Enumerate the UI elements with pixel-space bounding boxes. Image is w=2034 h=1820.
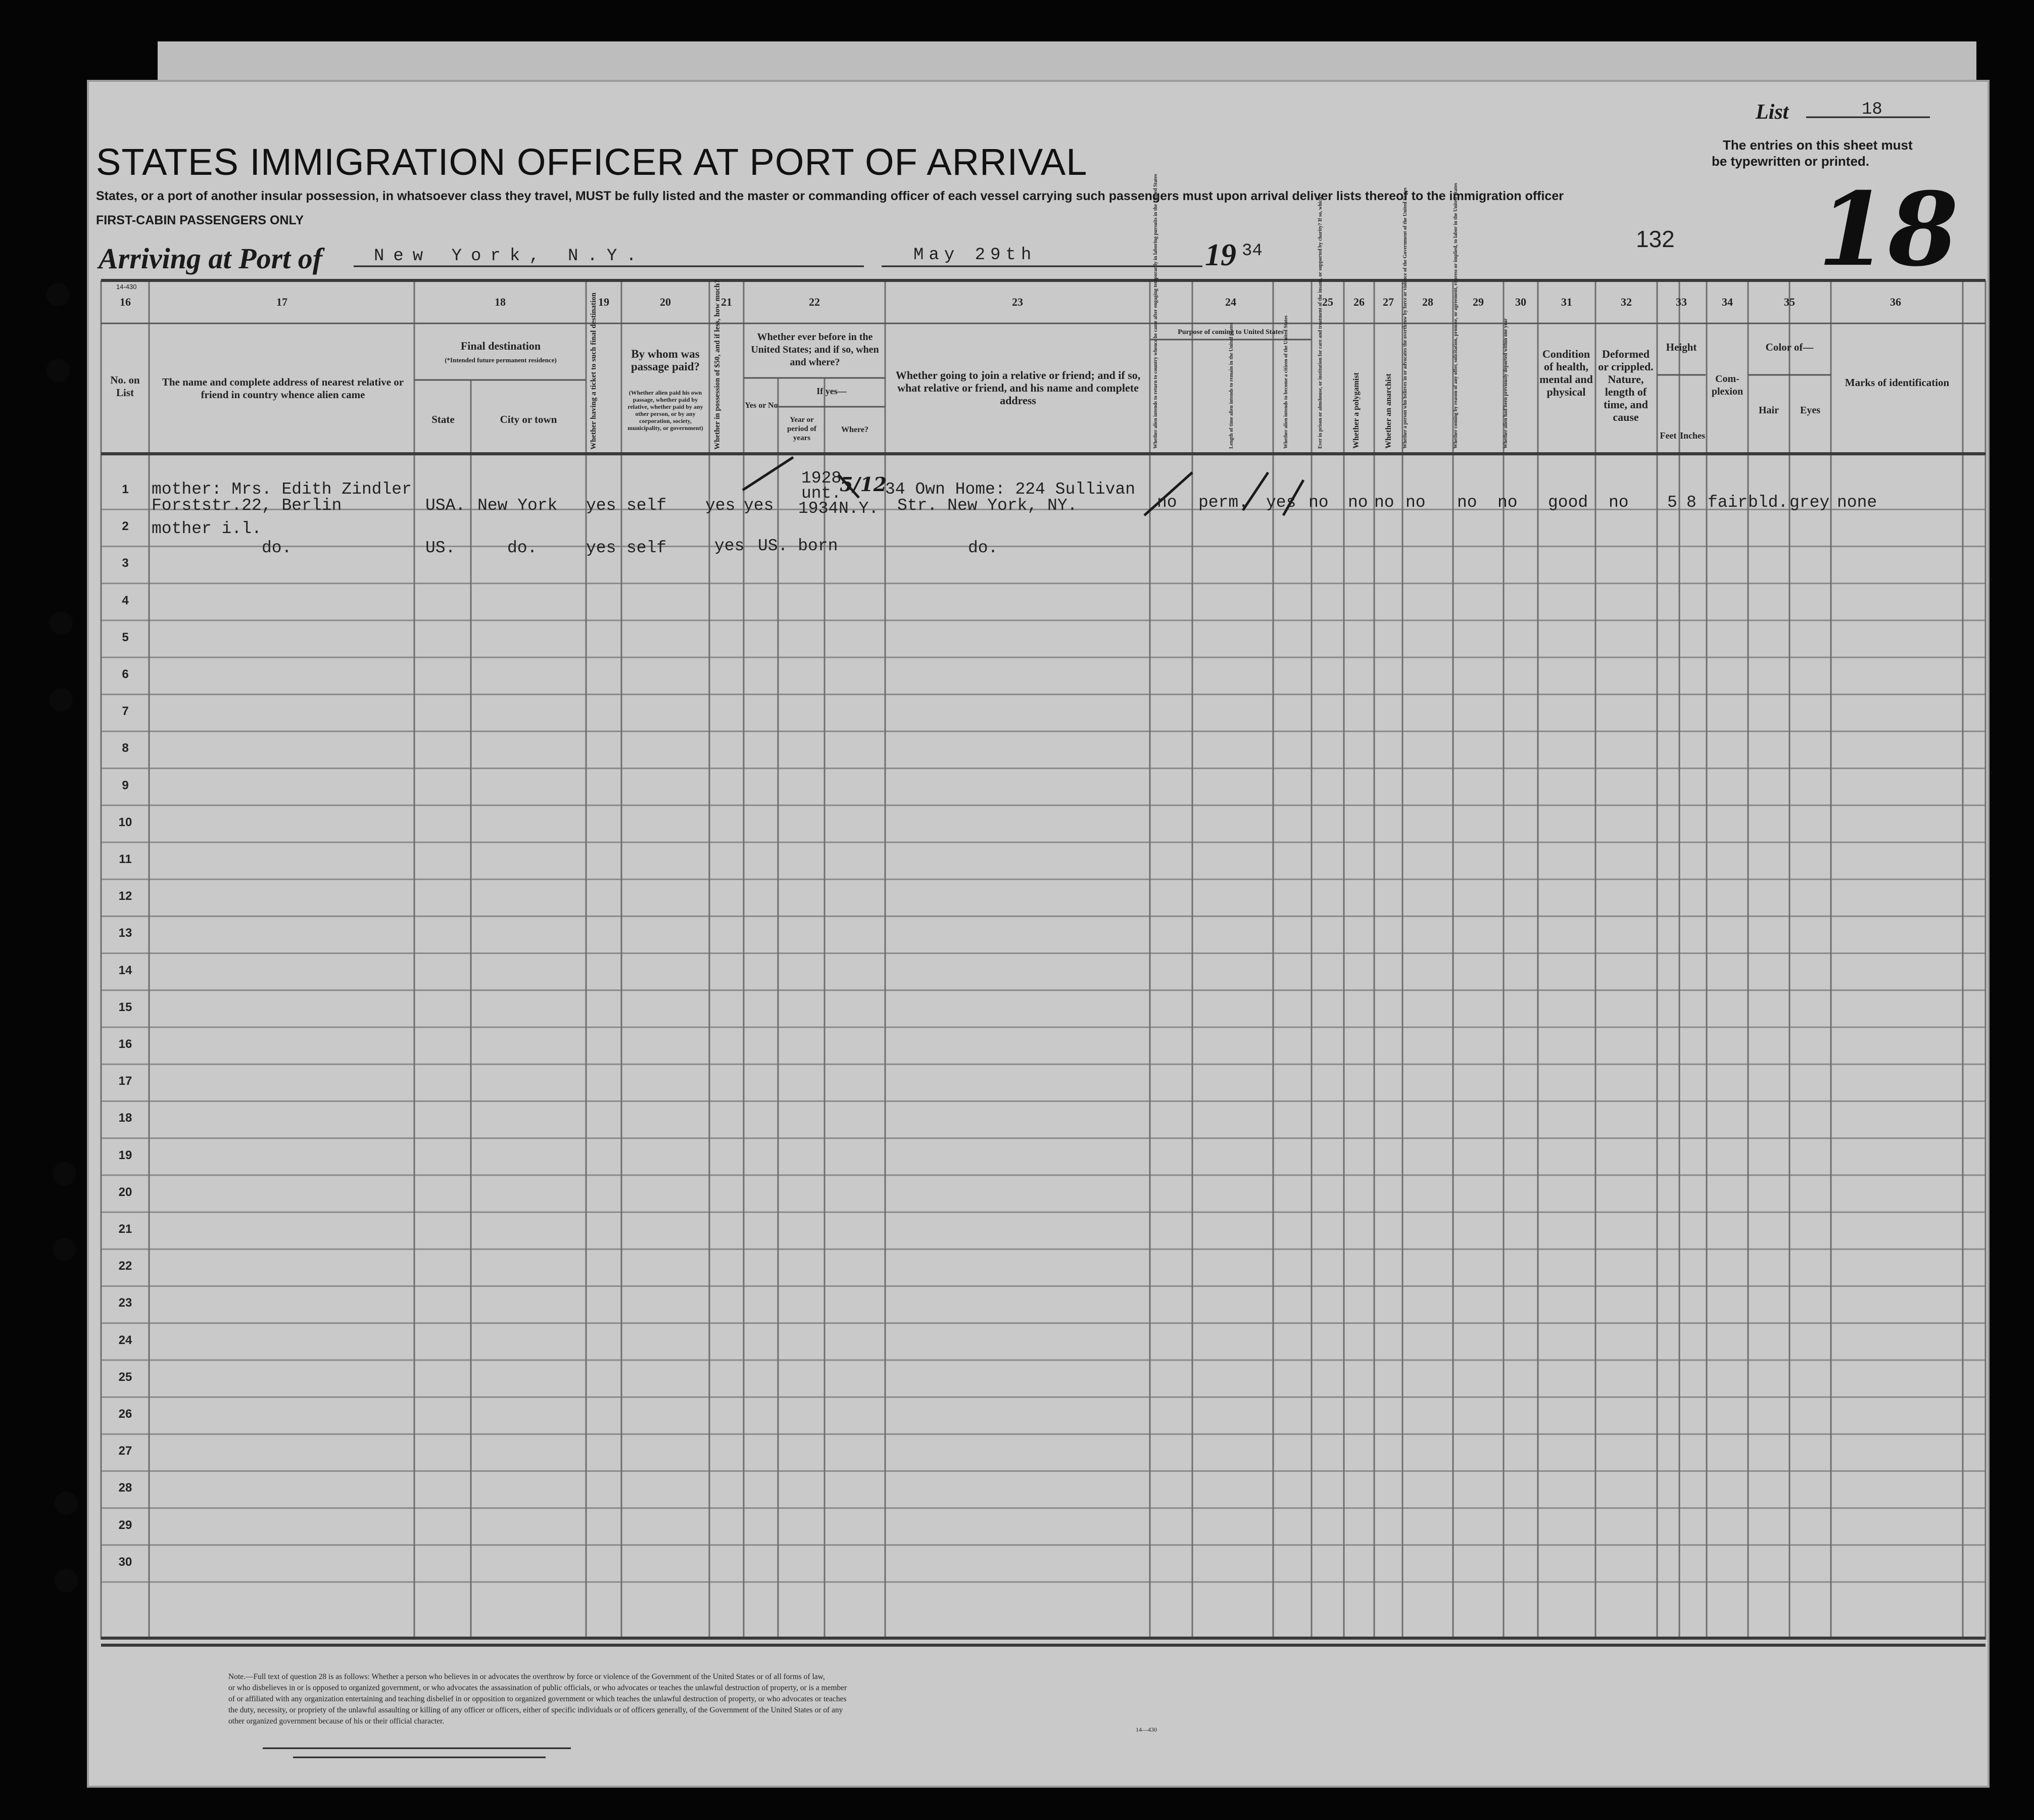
column-number-25: 25 [1322,296,1333,308]
row-number: 17 [118,1074,132,1088]
column-number-31: 31 [1561,296,1572,308]
class-notice: States, or a port of another insular possession, in whatsoever class they travel, MUST be fully listed and the master or commanding officer of each vessel carrying such passengers must upon arrival deliver lists thereof to the immigration officer [96,189,1564,203]
col35-eyes: Eyes [1800,405,1820,416]
row1-polygamist: no [1348,493,1368,512]
row2-relative-line2: do. [262,539,292,557]
col29-label: Whether coming by reason of any offer, solicitation, promise, or agreement, express or implied, to labor in the United States [1453,183,1459,449]
port-name: New York, N.Y. [374,247,646,266]
row2-relative-line1: mother i.l. [152,519,262,538]
row1-length: perm. [1198,493,1249,512]
footnote-line5: other organized government because of his or their official character. [228,1717,445,1726]
col16-label: No. on List [110,374,140,399]
row-number: 8 [122,741,129,755]
row-number: 11 [119,852,132,866]
footnote-line4: the duty, necessity, or propriety of the unlawful assaulting or killing of any officer or officers, either of specific individuals or of officers generally, of the Government of the United States or of any [228,1706,843,1714]
column-number-26: 26 [1353,296,1365,308]
row2-join: do. [968,539,998,557]
row-number: 18 [118,1111,132,1125]
form-code: 14-430 [116,283,137,291]
col25-label: Ever in prison or almshouse, or institution for care and treatment of the insane, or supported by charity? If so, which? [1318,194,1323,449]
col21-label: Whether in possession of $50, and if less, how much? [713,279,721,450]
footnote-line3: of or affiliated with any organization entertaining and teaching disbelief in or opposition to organized government or which teaches the unlawful destruction of property, or who advocates or teaches [228,1695,847,1703]
list-number: 18 [1862,100,1882,119]
row1-join-line1: 34 Own Home: 224 Sullivan [885,480,1136,499]
col31-label: Condition of health, mental and physical [1539,348,1593,398]
column-number-19: 19 [598,296,609,308]
col22-yes-no: Yes or No [745,401,778,410]
row1-paid-by: self [626,496,667,515]
col20-sub: (Whether alien paid his own passage, whether paid by relative, whether paid by any other person, or by any corporation, society, municipality, or government) [627,389,703,432]
row-number: 5 [122,630,129,644]
col22-if-yes: If yes— [816,386,847,396]
row1-period-2: unt. [801,484,842,503]
row2-ticket: yes [586,539,616,557]
row1-period-3: 1934 [798,499,839,518]
column-number-22: 22 [809,296,820,308]
row1-health: good [1548,493,1588,512]
row-number: 30 [118,1555,132,1569]
row2-paid-by: self [626,539,667,557]
row2-before: US. born [758,537,838,555]
row1-q30: no [1497,493,1518,512]
column-number-16: 16 [120,296,131,308]
footnote-line2: or who disbelieves in or is opposed to organized government, or who advocates the assassination of public officials, or who advocates or teaches the unlawful destruction of property, or is a member [228,1684,847,1692]
row-number: 3 [122,556,129,570]
row1-period-note: 5/12 [840,473,887,496]
column-number-34: 34 [1722,296,1733,308]
column-number-30: 30 [1515,296,1526,308]
row2-fifty: yes [714,537,745,555]
row-number: 19 [118,1148,132,1162]
row1-join-line2: Str. New York, NY. [897,496,1078,515]
row1-period-1: 1928 [801,469,842,488]
column-number-29: 29 [1473,296,1484,308]
instruction-right-1: The entries on this sheet must [1723,137,1913,153]
col20-label: By whom was passage paid? [631,348,700,373]
column-number-17: 17 [276,296,287,308]
row-number: 10 [118,815,132,829]
column-number-33: 33 [1676,296,1687,308]
row2-city: do. [507,539,538,557]
row1-eyes: grey [1789,493,1830,512]
col33-feet: Feet [1660,430,1677,441]
column-number-28: 28 [1422,296,1433,308]
row-number: 20 [118,1185,132,1199]
col24-sub-c: Whether alien intends to become a citizen of the United States [1283,315,1289,449]
row-number: 9 [122,778,129,792]
row1-q29: no [1457,493,1477,512]
row-number: 12 [118,889,132,903]
row1-q28: no [1406,493,1426,512]
col33-label: Height [1666,341,1697,353]
row2-state: US. [425,539,456,557]
row1-relative-line2: Forststr.22, Berlin [152,496,342,515]
col34-label: Com-plexion [1711,373,1744,397]
year-suffix: 34 [1242,242,1263,261]
row-number: 23 [118,1296,132,1310]
row-number: 28 [118,1481,132,1495]
row1-before-yes: yes [744,496,774,515]
column-number-20: 20 [660,296,671,308]
row-number: 22 [118,1259,132,1273]
cabin-class: FIRST-CABIN PASSENGERS ONLY [96,213,304,227]
row-number: 4 [122,593,129,607]
col26-label: Whether a polygamist [1352,372,1361,449]
column-number-24: 24 [1225,296,1236,308]
row-number: 13 [118,926,132,940]
row-number: 24 [118,1333,132,1347]
row1-deformed: no [1609,493,1629,512]
row1-state: USA. [425,496,466,515]
column-number-23: 23 [1012,296,1023,308]
row1-inches: 8 [1686,493,1697,512]
column-number-21: 21 [721,296,732,308]
col28-label: Whether a person who believes in or advocates the overthrow by force or violence of the Government of the United States [1402,187,1408,449]
col22-period: Year or period of years [787,416,816,442]
column-number-32: 32 [1621,296,1632,308]
arrival-date: May 29th [913,246,1037,265]
row-number: 15 [118,1000,132,1014]
year-prefix: 19 [1205,238,1236,272]
row-number: 27 [118,1444,132,1458]
col22-where: Where? [841,425,868,434]
handwritten-list-number: 18 [1818,170,1959,289]
row-number: 16 [118,1037,132,1051]
col24-sub-b: Length of time alien intends to remain in the United States [1229,322,1234,449]
row-number: 21 [118,1222,132,1236]
col17-label: The name and complete address of nearest relative or friend in country whence alien came [162,376,404,401]
row1-citizen: yes [1266,493,1296,512]
col18-label: Final destination [460,340,541,352]
row-number: 26 [118,1407,132,1421]
row1-hair: bld. [1748,493,1788,512]
col36-label: Marks of identification [1845,376,1950,389]
row1-marks: none [1837,493,1877,512]
col23-label: Whether going to join a relative or friend; and if so, what relative or friend, and his name and complete address [895,369,1141,407]
row-number: 2 [122,519,129,534]
row1-where: N.Y. [839,499,879,518]
instruction-right-2: be typewritten or printed. [1712,154,1870,169]
row-number: 6 [122,667,129,681]
column-number-36: 36 [1890,296,1901,308]
col24-sub-a: Whether alien intends to return to country whence he came after engaging temporarily in laboring pursuits in the United States [1153,174,1158,449]
column-number-35: 35 [1784,296,1795,308]
col19-label: Whether having a ticket to such final destination [590,293,598,450]
row-number: 7 [122,704,129,719]
row1-anarchist: no [1374,493,1394,512]
row1-fifty: yes [705,496,736,515]
row-number: 14 [118,963,132,977]
col18-sub: (*Intended future permanent residence) [445,356,557,364]
col18-state: State [431,413,455,425]
col30-label: Whether alien had been previously deported within one year [1503,318,1509,449]
col24-label: Purpose of coming to United States [1178,328,1284,336]
row-number: 1 [122,483,129,496]
stamp-number: 132 [1636,226,1675,252]
column-number-27: 27 [1383,296,1394,308]
row-number: 25 [118,1370,132,1384]
col32-label: Deformed or crippled. Nature, length of time, and cause [1598,348,1654,423]
col35-hair: Hair [1759,405,1779,416]
col27-label: Whether an anarchist [1384,373,1393,449]
col33-inches: Inches [1679,430,1705,441]
row1-city: New York [477,496,558,515]
col18-city: City or town [500,413,557,425]
col22-label: Whether ever before in the United States; and if so, when and where? [751,331,879,368]
row1-return: no [1157,493,1177,512]
column-number-18: 18 [495,296,506,308]
list-label: List [1756,101,1789,124]
footnote-code: 14—430 [1136,1726,1157,1733]
arriving-label: Arriving at Port of [99,242,323,275]
row1-prison: no [1309,493,1329,512]
row-number: 29 [118,1518,132,1532]
form-title: STATES IMMIGRATION OFFICER AT PORT OF ARRIVAL [96,141,1088,183]
row1-complexion: fair [1708,493,1748,512]
col35-label: Color of— [1765,341,1814,353]
row1-ticket: yes [586,496,616,515]
row1-feet: 5 [1667,493,1677,512]
row1-relative-line1: mother: Mrs. Edith Zindler [152,480,412,499]
footnote-line1: Note.—Full text of question 28 is as follows: Whether a person who believes in or advocates the overthrow by force or violence of the Government of the United States or of all forms of law, [228,1672,825,1681]
